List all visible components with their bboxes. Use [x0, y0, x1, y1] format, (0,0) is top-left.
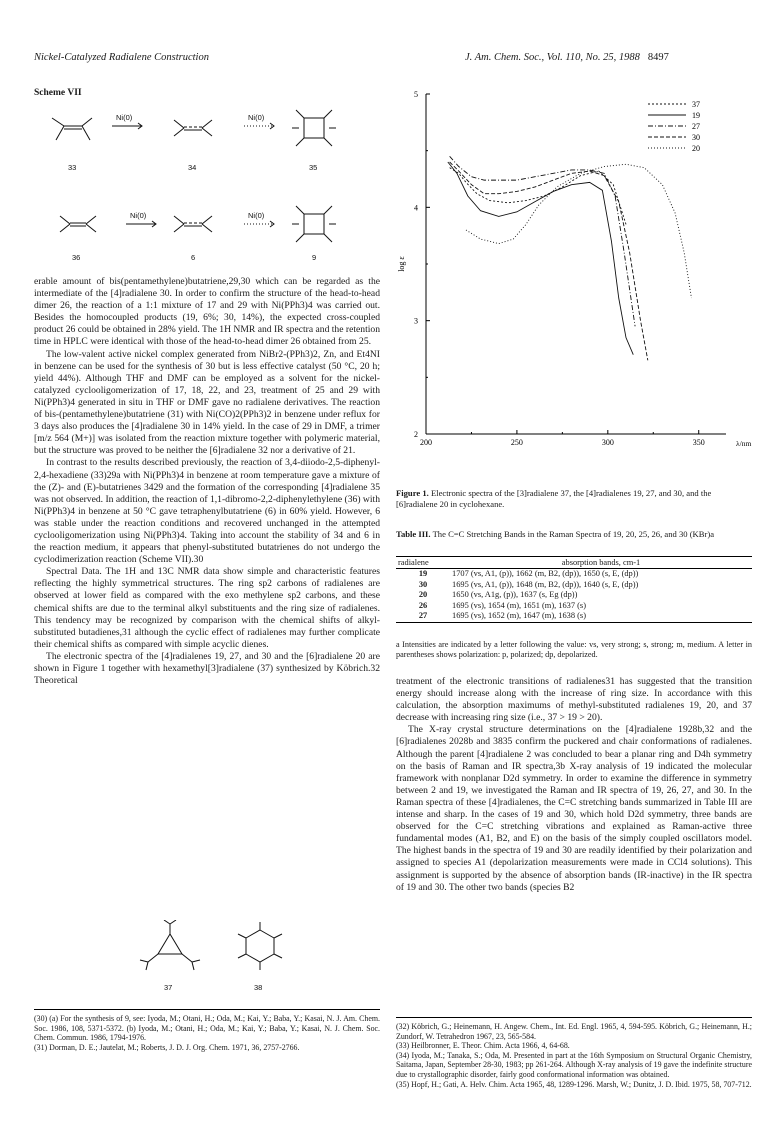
compound-label-37: 37: [164, 983, 173, 992]
compound-label-6: 6: [191, 253, 196, 262]
x-tick-label: 350: [692, 438, 705, 447]
legend-label-19: 19: [692, 111, 700, 120]
right-column-body: [396, 676, 752, 894]
table-footnote: a Intensities are indicated by a letter following the value: vs, very strong; s, strong; m, medium. A letter in parentheses shows polarization: p, polarized; dp, depolarized.: [396, 640, 752, 660]
column-header: absorption bands, cm-1: [450, 557, 752, 569]
table-cell: 1695 (vs, A1, (p)), 1648 (m, B2, (dp)), 1640 (s, E, (dp)): [452, 579, 639, 589]
footnote: (35) Hopf, H.; Gati, A. Helv. Chim. Acta 1965, 48, 1289-1296. Marsh, W.; Dunitz, J. D. Ibid. 1975, 58, 707-712.: [396, 1079, 752, 1089]
legend-label-27: 27: [692, 122, 700, 131]
molecule-9: [292, 206, 336, 242]
table-caption-label: Table III.: [396, 529, 431, 539]
compound-label-9: 9: [312, 253, 317, 262]
figure-caption: [396, 488, 752, 510]
table-row: [396, 580, 752, 591]
table-cell: 30: [418, 579, 428, 589]
paragraph: erable amount of bis(pentamethylene)butatriene,29,30 which can be regarded as the intermediate of the [4]radialene 30. In order to confirm the structure of the head-to-head dimer 26, the reaction of a 1:1 mixture of 17 and 29 with Ni(PPh3)4 was carried out. Besides the homocoupled products (19, 6%; 30, 14%), the expected cross-coupled product 26 could be obtained in 28% yield. The 1H NMR and IR spectra and the retention time in HPLC were identical with those of the head-to-head dimer 26 obtained from 25.: [34, 276, 380, 348]
footnote: (32) Köbrich, G.; Heinemann, H. Angew. Chem., Int. Ed. Engl. 1965, 4, 594-595. Köbrich, G.; Heinemann, H.; Zundorf, W. Tetrahedron 1967, 23, 565-584.: [396, 1022, 752, 1041]
x-tick-label: 250: [510, 438, 523, 447]
footnote-rule-left: [34, 1009, 380, 1010]
y-tick-label: 3: [414, 316, 418, 326]
molecule-35: [292, 110, 336, 146]
figure-caption-text: Electronic spectra of the [3]radialene 37, the [4]radialenes 19, 27, and 30, and the [6]radialene 20 in cyclohexane.: [396, 488, 712, 509]
scheme-title: Scheme VII: [34, 88, 82, 98]
footnote-rule-right: [396, 1017, 752, 1018]
legend-label-37: 37: [692, 100, 700, 109]
table-caption-text: The C=C Stretching Bands in the Raman Spectra of 19, 20, 25, 26, and 30 (KBr)a: [432, 529, 715, 539]
compound-label-38: 38: [254, 983, 263, 992]
table-cell: 1695 (vs), 1652 (m), 1647 (m), 1638 (s): [450, 611, 752, 622]
molecule-37: [140, 920, 200, 970]
footnotes-left: [34, 1014, 380, 1052]
footnote: (31) Dorman, D. E.; Jautelat, M.; Roberts, J. D. J. Org. Chem. 1971, 36, 2757-2766.: [34, 1042, 300, 1052]
table-caption: [396, 529, 752, 540]
y-tick-label: 5: [414, 90, 418, 99]
y-tick-label: 4: [414, 203, 418, 213]
legend-label-30: 30: [692, 133, 700, 142]
x-axis-label: λ/nm: [736, 439, 752, 448]
reagent-label-2: Ni(0): [248, 113, 265, 122]
table-cell: 20: [418, 590, 428, 600]
table-cell: 26: [418, 600, 428, 610]
series-line-19: [448, 162, 633, 355]
y-axis-label: log ε: [397, 256, 406, 272]
paragraph: In contrast to the results described previously, the reaction of 3,4-diiodo-2,5-diphenyl-2,4-hexadiene (33)29a with Ni(PPh3)4 in benzene at room temperature gave a mixture of the (Z)- and (E)-butatrienes 3429 and the formation of the corresponding [4]radialene 35 was not observed. In addition, the reaction of 1,1-dibromo-2,2-diphenylethylene (36) with Ni(PPh3)4 in benzene at 50 °C gave tetraphenylbutatriene (6) in 60% yield. However, 6 was stable under the reaction conditions and recovered unchanged in the attempted cyclooligomerization using Ni(PPh3)4. Taking into account the stability of 34 and 6 in the reaction medium, it appears that phenyl-substituted butatrienes do not undergo the cyclodimerization reaction (Scheme VII).30: [34, 457, 380, 566]
footnotes-right: [396, 1022, 752, 1089]
column-header: radialene: [396, 557, 450, 569]
journal-citation: J. Am. Chem. Soc., Vol. 110, No. 25, 1988: [465, 52, 640, 63]
paragraph: The low-valent active nickel complex generated from NiBr2-(PPh3)2, Zn, and Et4NI in benzene can be used for the synthesis of 30 but is less effective catalyst (50 °C, 20 h; yield 44%). Although THF and DMF can be employed as a solvent for the nickel-catalyzed cyclooligomerization of 17, 18, 22, and 23, treatment of 25 and 29 with Ni(PPh3)4 generated in situ in THF or DMF gave no radialene derivatives. The reaction of bis-(pentamethylene)butatriene (31) with Ni(CO)2(PPh3)2 in benzene under reflux for 3 days also produces the [4]radialene 30 in 14% yield. In the case of 29 in DMF, a trimer [m/z 564 (M+)] was isolated from the reaction mixture together with polymeric material, but the structure was proved to be neither the [6]radialene 32 nor a derivative of 21.: [34, 348, 380, 457]
reagent-label-3: Ni(0): [130, 211, 147, 220]
molecule-6: [174, 216, 212, 232]
reagent-label-1: Ni(0): [116, 113, 133, 122]
table-row: [396, 611, 752, 622]
compound-label-35: 35: [309, 163, 318, 172]
table-cell: 27: [396, 611, 450, 622]
legend-label-20: 20: [692, 144, 700, 153]
paragraph: Spectral Data. The 1H and 13C NMR data show simple and characteristic features reflecting the highly symmetrical structures. The ring sp2 carbons of radialenes are observed at lower field as compared with the exo methylene sp2 carbons, and these chemical shifts are due to the terminal alkyl substituents and the ring size of radialenes. This tendency may be recognized by comparison with the chemical shifts of alkyl-substituted butadienes,31 although the cyclic effect of radialenes may further complicate their chemical shifts as compared with simple acyclic dienes.: [34, 566, 380, 650]
table-cell: 1650 (vs, A1g, (p)), 1637 (s, Eg (dp)): [452, 590, 578, 600]
running-header-right: [465, 52, 669, 63]
left-column-body: [34, 276, 380, 687]
molecule-34: [174, 120, 212, 136]
series-line-20: [466, 164, 691, 298]
table-cell: 1707 (vs, A1, (p)), 1662 (m, B2, (dp)), 1650 (s, E, (dp)): [452, 569, 639, 578]
molecule-33: [52, 118, 92, 140]
series-line-30: [450, 162, 648, 360]
paragraph: The electronic spectra of the [4]radialenes 19, 27, and 30 and the [6]radialene 20 are shown in Figure 1 together with hexamethyl[3]radialene (37) synthesized by Köbrich.32 Theoretical: [34, 650, 380, 687]
electronic-spectra-chart: [396, 86, 762, 486]
table-cell: 1695 (vs), 1654 (m), 1651 (m), 1637 (s): [452, 600, 586, 610]
series-line-27: [450, 156, 635, 326]
running-header-left: Nickel-Catalyzed Radialene Construction: [34, 52, 209, 63]
y-tick-label: 2: [414, 430, 418, 439]
reagent-label-4: Ni(0): [248, 211, 265, 220]
table-cell: 19: [418, 569, 428, 578]
compound-label-36: 36: [72, 253, 81, 262]
structures-37-38: [130, 920, 310, 998]
table-row: [396, 590, 752, 601]
footnote: (33) Heilbronner, E. Theor. Chim. Acta 1966, 4, 64-68.: [396, 1041, 570, 1051]
molecule-38: [238, 922, 282, 970]
raman-table: [396, 556, 752, 623]
paragraph: treatment of the electronic transitions of radialenes31 has suggested that the transition energy should increase along with the increase of ring size. In accordance with this calculation, the absorption maximums of methyl-substituted radialenes 19, 20, and 37 decrease with increasing ring size (i.e., 37 > 19 > 20).: [396, 676, 752, 724]
footnote: (30) (a) For the synthesis of 9, see: Iyoda, M.; Otani, H.; Oda, M.; Kai, Y.; Baba, Y.; Kasai, N. J. Am. Chem. Soc. 1986, 108, 5371-5372. (b) Iyoda, M.; Otani, H.; Oda, M.; Kai, Y.; Baba, Y.; Kasai, N. J. Chem. Soc. Chem. Commun. 1986, 1794-1976.: [34, 1014, 380, 1043]
x-tick-label: 300: [601, 438, 614, 447]
table-row: [396, 601, 752, 612]
compound-label-34: 34: [188, 163, 197, 172]
table-row: [396, 569, 752, 580]
figure-caption-label: Figure 1.: [396, 488, 429, 498]
paragraph: The X-ray crystal structure determinations on the [4]radialene 1928b,32 and the [6]radialenes 2028b and 3835 confirm the puckered and chair conformations of radialenes. Although the parent [4]radialene 2 was concluded to bear a planar ring and D4h symmetry on the basis of Raman and IR spectra,3b X-ray analysis of 19 indicated the molecular framework with nonplanar D2d symmetry. In order to examine the difference in symmetry between 2 and 19, we investigated the Raman and IR spectra of 19, 26, 27, and 30. In the Raman spectra of these [4]radialenes, the C=C stretching bands summarized in Table III are intense and sharp. In the cases of 19 and 30, which hold D2d symmetry, three bands are observed for the C=C stretching vibrations and explained as Raman-active three fundamental modes (A1, B2, and E) on the basis of the simply coupled oscillators model. The highest bands in the spectra of 19 and 30 are readily identified by their polarization and assigned to species A1 (depolarization measurements were made in CCl4 solutions). This assignment is supported by the absence of absorption bands (IR-inactive) in the IR spectra of 19 and 30. The other two bands (species B2: [396, 724, 752, 893]
scheme-vii-drawing: [34, 98, 364, 263]
molecule-36: [60, 216, 96, 232]
table-header-row: [396, 557, 752, 569]
page-number: 8497: [647, 52, 669, 63]
footnote: (34) Iyoda, M.; Tanaka, S.; Oda, M. Presented in part at the 16th Symposium on Structural Organic Chemistry, Saitama, Japan, September 28-30, 1983; pp 261-264. Although X-ray analysis of 19 gave the indefinite structure due to crystallographic disorder, fairly good conformational information was obtained.: [396, 1050, 752, 1079]
x-tick-label: 200: [420, 438, 432, 447]
compound-label-33: 33: [68, 163, 77, 172]
